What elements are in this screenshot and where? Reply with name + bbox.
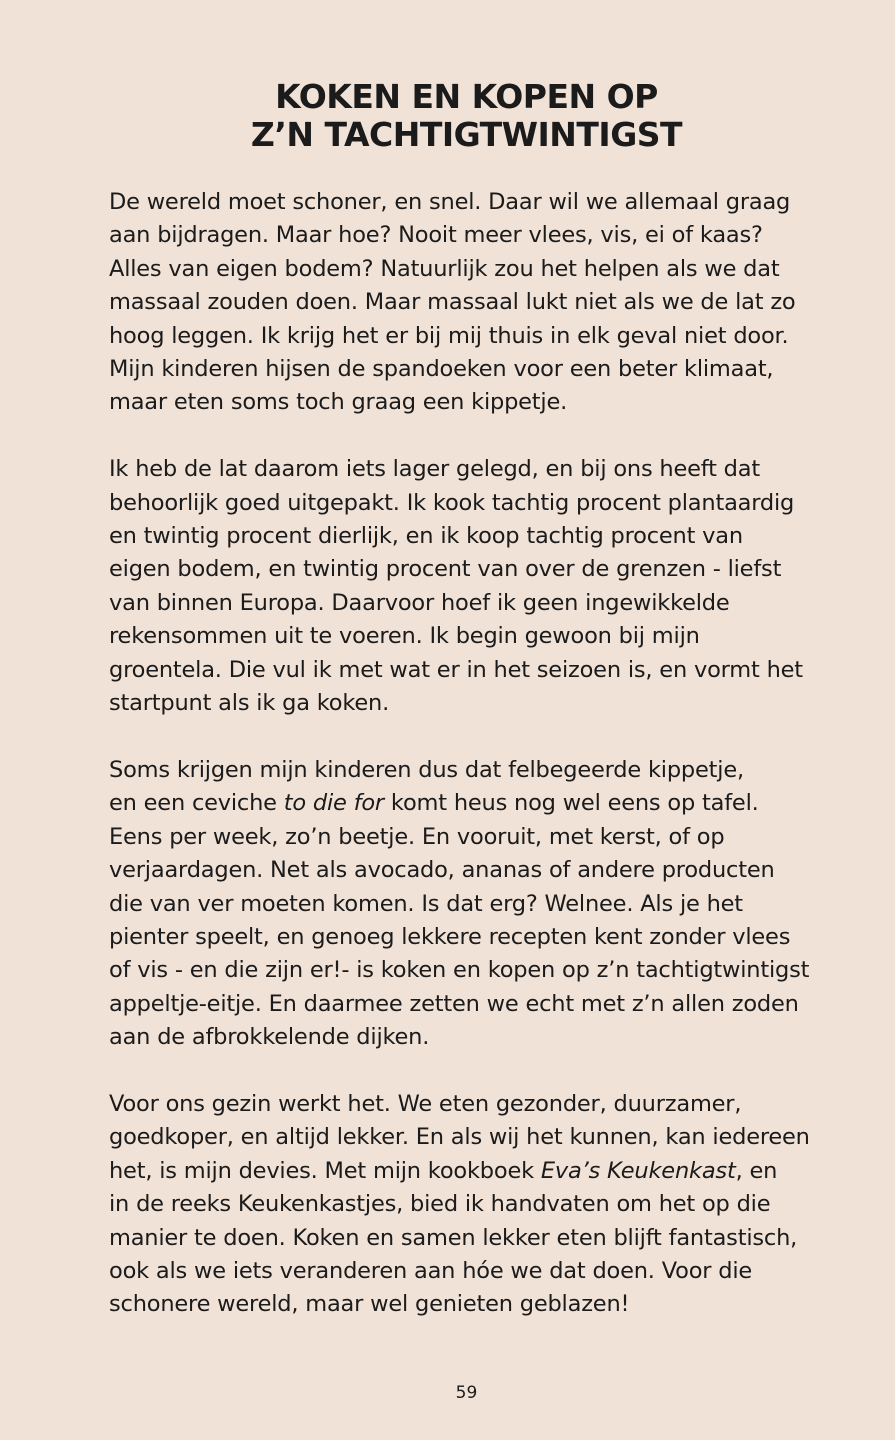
text-line: eigen bodem, en twintig procent van over de grenzen - liefst — [109, 556, 782, 583]
text-line: of vis - en die zijn er!- is koken en kopen op z’n tachtigtwintigst — [109, 957, 810, 984]
text-line: Voor ons gezin werkt het. We eten gezonder, duurzamer, — [109, 1090, 742, 1117]
text-line: ook als we iets veranderen aan hóe we dat doen. Voor die — [109, 1257, 753, 1284]
text-line-with-italic — [109, 1155, 839, 1188]
body-text — [109, 186, 839, 1355]
paragraph-4 — [109, 1088, 839, 1322]
text-line: massaal zouden doen. Maar massaal lukt niet als we de lat zo — [109, 289, 796, 316]
page-title — [0, 78, 895, 154]
text-line: hoog leggen. Ik krijg het er bij mij thuis in elk geval niet door. — [109, 322, 789, 349]
paragraph-1 — [109, 186, 839, 420]
text-line: Eens per week, zo’n beetje. En vooruit, met kerst, of op — [109, 823, 725, 850]
text-line: in de reeks Keukenkastjes, bied ik handvaten om het op die — [109, 1191, 771, 1218]
paragraph-2 — [109, 453, 839, 720]
text-line: pienter speelt, en genoeg lekkere recepten kent zonder vlees — [109, 923, 791, 950]
text-line: die van ver moeten komen. Is dat erg? Welnee. Als je het — [109, 890, 743, 917]
text-line: Alles van eigen bodem? Natuurlijk zou het helpen als we dat — [109, 255, 780, 282]
title-line-2: Z’N TACHTIGTWINTIGST — [250, 115, 683, 154]
text-line: van binnen Europa. Daarvoor hoef ik geen ingewikkelde — [109, 589, 730, 616]
text-line: aan de afbrokkelende dijken. — [109, 1024, 430, 1051]
text-line-with-italic — [109, 787, 839, 820]
text-segment: , en — [735, 1157, 778, 1184]
text-segment: komt heus nog wel eens op tafel. — [383, 790, 759, 817]
text-segment: het, is mijn devies. Met mijn kookboek — [109, 1157, 541, 1184]
text-line: maar eten soms toch graag een kippetje. — [109, 389, 568, 416]
text-line: Soms krijgen mijn kinderen dus dat felbegeerde kippetje, — [109, 756, 744, 783]
italic-phrase: to die for — [283, 790, 384, 817]
text-line: appeltje-eitje. En daarmee zetten we echt met z’n allen zoden — [109, 990, 799, 1017]
text-line: Mijn kinderen hijsen de spandoeken voor een beter klimaat, — [109, 356, 774, 383]
text-line: rekensommen uit te voeren. Ik begin gewoon bij mijn — [109, 623, 700, 650]
text-line: aan bijdragen. Maar hoe? Nooit meer vlees, vis, ei of kaas? — [109, 222, 763, 249]
title-line-1: KOKEN EN KOPEN OP — [275, 77, 658, 116]
text-line: en twintig procent dierlijk, en ik koop tachtig procent van — [109, 523, 743, 550]
text-line: startpunt als ik ga koken. — [109, 690, 390, 717]
text-line: De wereld moet schoner, en snel. Daar wil we allemaal graag — [109, 189, 791, 215]
text-line: groentela. Die vul ik met wat er in het seizoen is, en vormt het — [109, 656, 803, 683]
text-line: schonere wereld, maar wel genieten geblazen! — [109, 1291, 630, 1318]
text-line: goedkoper, en altijd lekker. En als wij het kunnen, kan iedereen — [109, 1124, 810, 1151]
paragraph-3 — [109, 754, 839, 1055]
book-title: Eva’s Keukenkast — [540, 1157, 736, 1184]
text-line: behoorlijk goed uitgepakt. Ik kook tachtig procent plantaardig — [109, 489, 795, 516]
text-line: manier te doen. Koken en samen lekker eten blijft fantastisch, — [109, 1224, 798, 1251]
text-segment: en een ceviche — [109, 790, 284, 817]
text-line: verjaardagen. Net als avocado, ananas of andere producten — [109, 857, 775, 884]
page-number: 59 — [455, 1383, 478, 1403]
text-line: Ik heb de lat daarom iets lager gelegd, en bij ons heeft dat — [109, 456, 760, 483]
